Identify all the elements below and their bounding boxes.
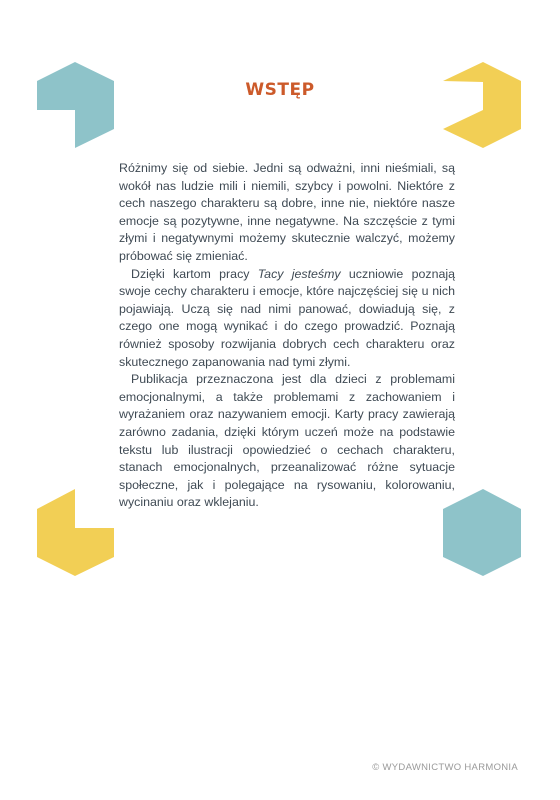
paragraph-2: [119, 266, 455, 372]
intro-text: [119, 160, 455, 512]
paragraph-1-text: Różnimy się od siebie. Jedni są odważni, inni nieśmiali, są wokół nas ludzie mili i niemili, szybcy i powolni. Niektóre z cech naszego charakteru są dobre, inne nie, niektóre nasze emocje są pozytywne, inne negatywne. Na szczęście z tymi złymi i negatywnymi możemy skutecznie walczyć, możemy próbować się zmieniać.: [119, 161, 455, 263]
paragraph-2-text-end: uczniowie poznają swoje cechy charakteru i emocje, które najczęściej się u nich pojawiają. Uczą się nad nimi panować, dowiadują się, z czego one mogą wynikać i do czego prowadzić. Poznają również sposoby rozwijania dobrych cech charakteru oraz skutecznego zapanowania nad tymi złymi.: [119, 266, 456, 369]
page-title: WSTĘP: [245, 80, 315, 100]
book-title-italic: Tacy jesteśmy: [257, 266, 341, 281]
bottom-left-hexagon-shape: [37, 489, 114, 576]
paragraph-2-text-start: Dzięki kartom pracy: [131, 266, 258, 281]
top-left-hexagon-shape: [37, 62, 114, 148]
paragraph-3-text: Publikacja przeznaczona jest dla dzieci z problemami emocjonalnymi, a także problemami z zachowaniem i wyrażaniem oraz nazywaniem emocji. Karty pracy zawierają zarówno zadania, dzięki którym uczeń może na podstawie tekstu lub ilustracji opowiedzieć o cechach charakteru, stanach emocjonalnych, przeanalizować różne sytuacje społeczne, jak i polegające na rysowaniu, kolorowaniu, wycinaniu oraz wklejaniu.: [119, 372, 455, 510]
top-right-hexagon-shape: [443, 62, 521, 148]
paragraph-1: [119, 160, 455, 266]
paragraph-3: [119, 371, 455, 512]
publisher-copyright: © WYDAWNICTWO HARMONIA: [372, 762, 518, 773]
